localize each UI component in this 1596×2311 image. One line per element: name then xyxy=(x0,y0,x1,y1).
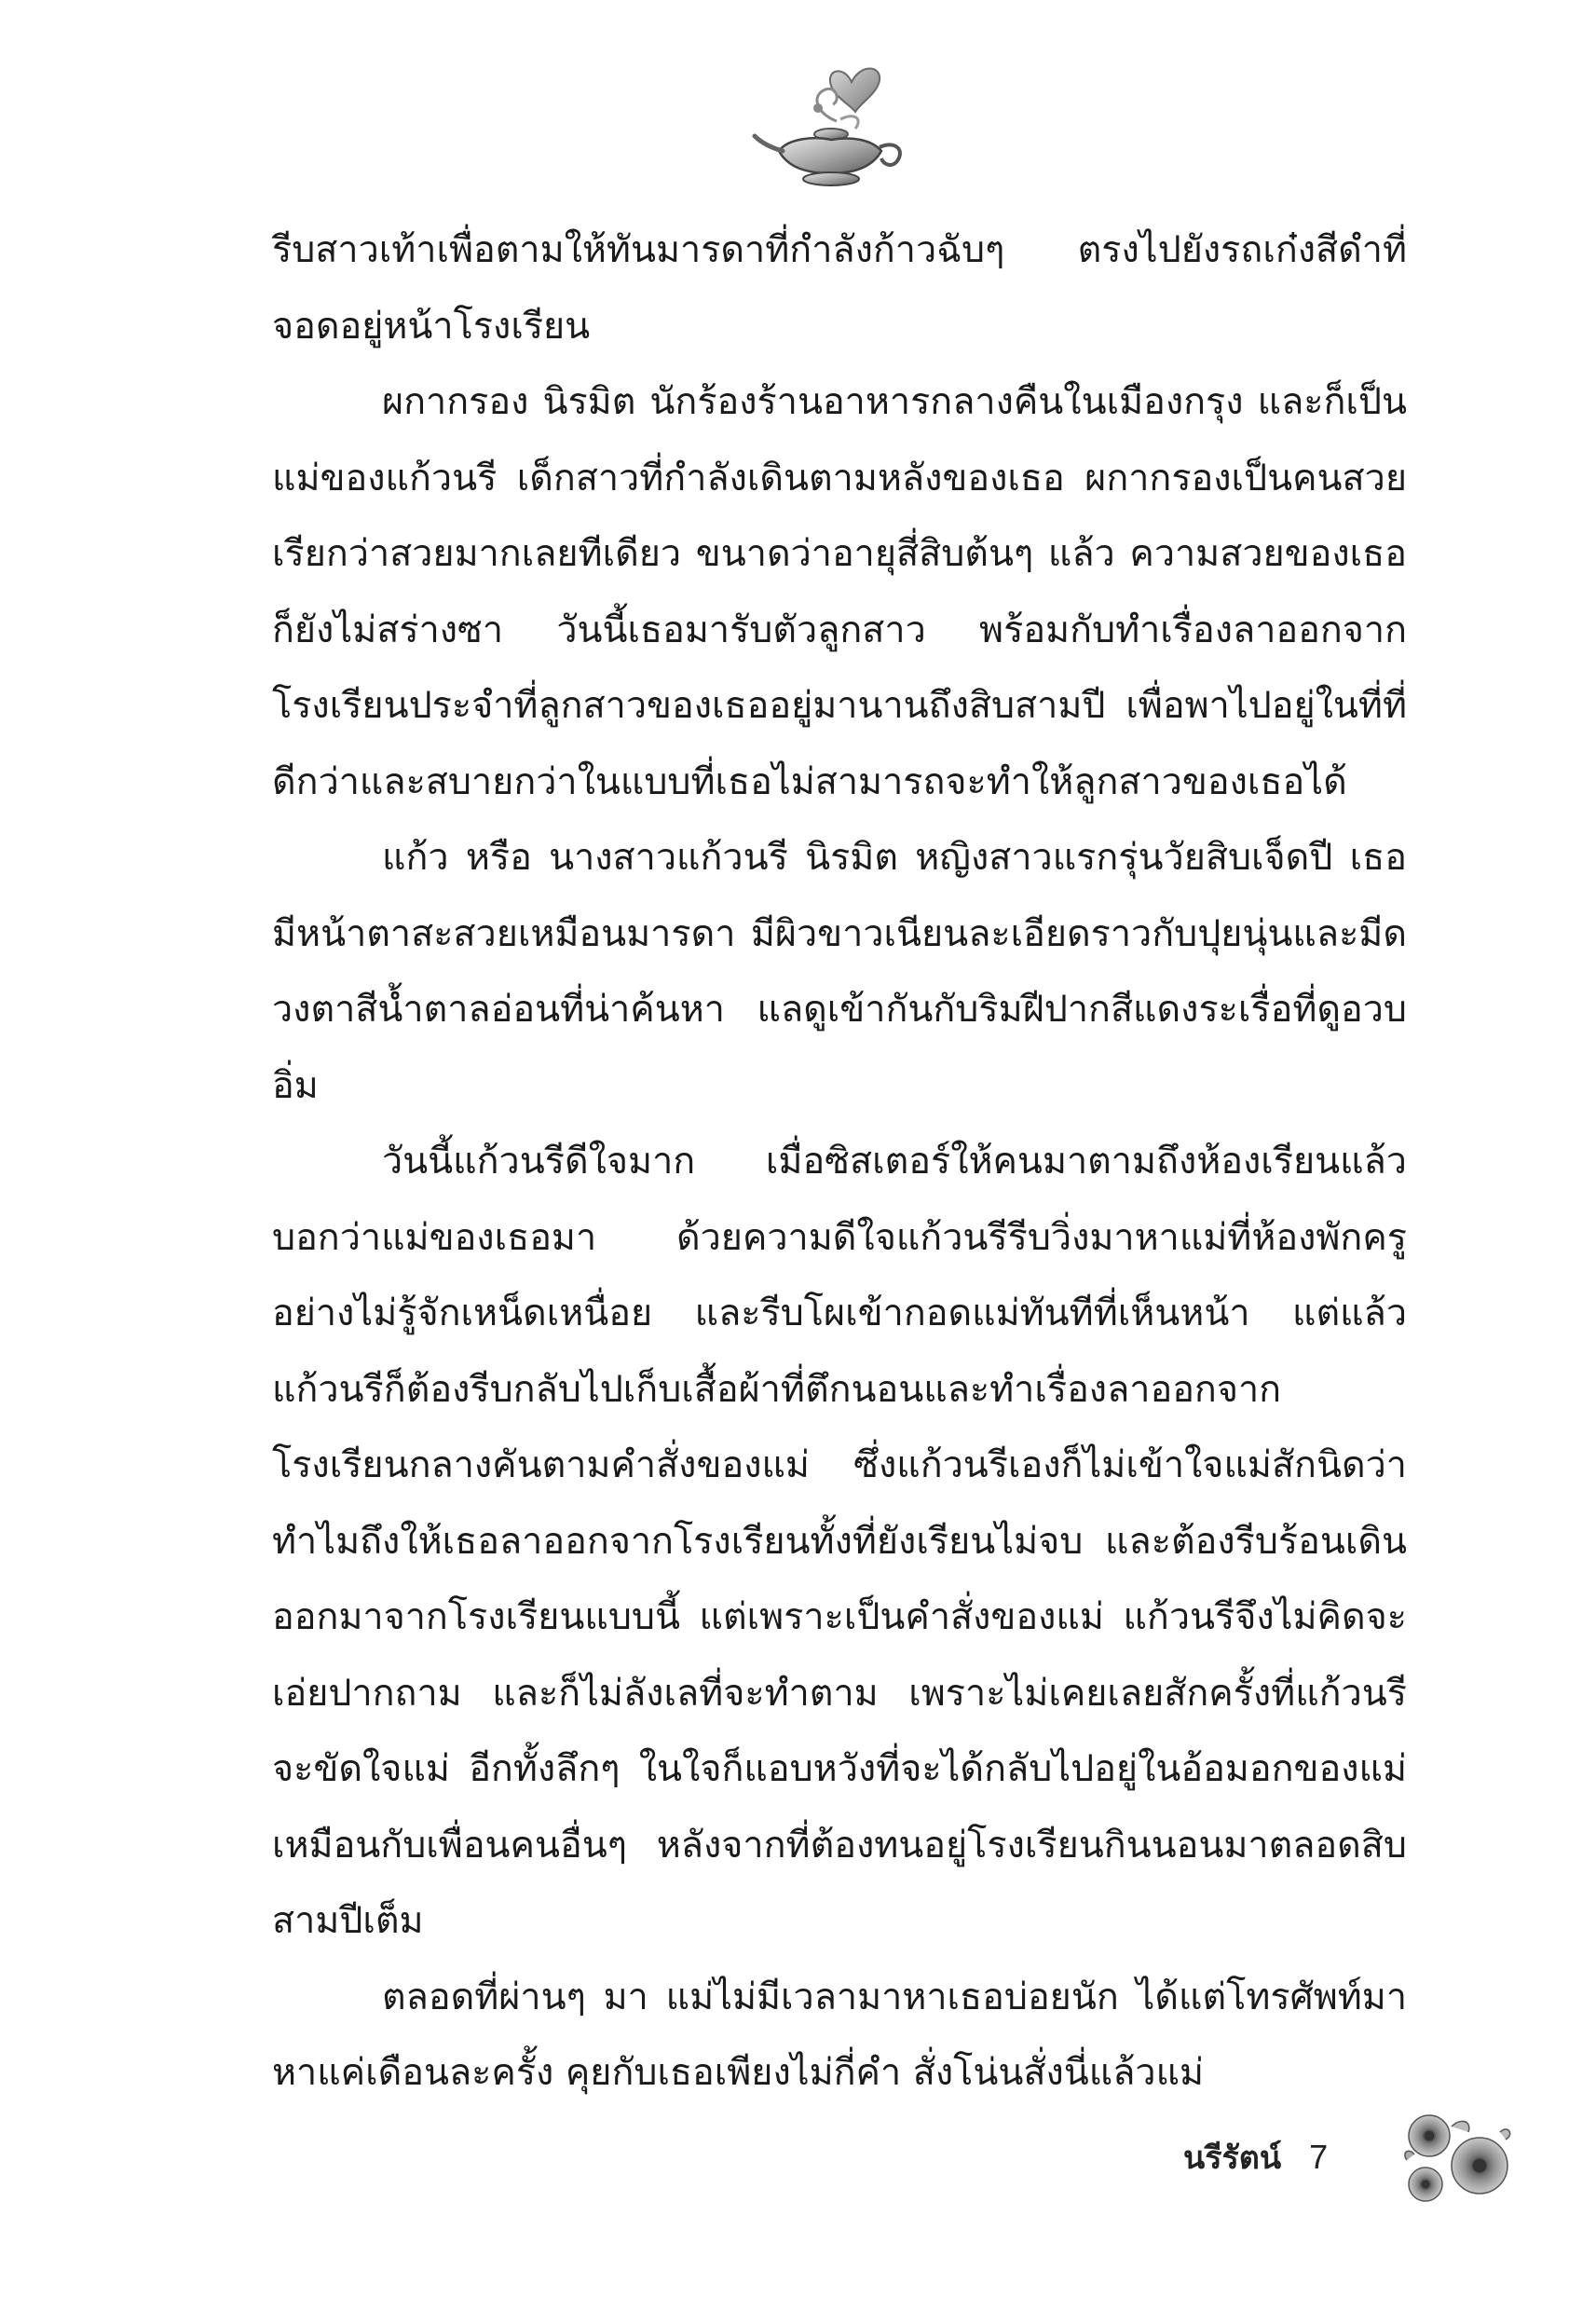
paragraph-2: ผกากรอง นิรมิต นักร้องร้านอาหารกลางคืนในเมืองกรุง และก็เป็นแม่ของแก้วนรี เด็กสาวที่กำลังเดินตามหลังของเธอ ผกากรองเป็นคนสวย เรียกว่าสวยมากเลยทีเดียว ขนาดว่าอายุสี่สิบต้นๆ แล้ว ความสวยของเธอก็ยังไม่สร่างซา วันนี้เธอมารับตัวลูกสาว พร้อมกับทำเรื่องลาออกจากโรงเรียนประจำที่ลูกสาวของเธออยู่มานานถึงสิบสามปี เพื่อพาไปอยู่ในที่ที่ดีกว่าและสบายกว่าในแบบที่เธอไม่สามารถจะทำให้ลูกสาวของเธอได้ xyxy=(272,380,1407,803)
chapter-body-text xyxy=(272,212,1407,2112)
page-number: 7 xyxy=(1309,2138,1329,2176)
genie-lamp-heart-icon xyxy=(751,54,909,194)
hibiscus-flowers-icon xyxy=(1398,2108,1519,2210)
footer-book-title: นรีรัตน์ xyxy=(1183,2140,1282,2177)
paragraph-4: วันนี้แก้วนรีดีใจมาก เมื่อซิสเตอร์ให้คนมาตามถึงห้องเรียนแล้วบอกว่าแม่ของเธอมา ด้วยความดีใจแก้วนรีรีบวิ่งมาหาแม่ที่ห้องพักครูอย่างไม่รู้จักเหน็ดเหนื่อย และรีบโผเข้ากอดแม่ทันทีที่เห็นหน้า แต่แล้วแก้วนรีก็ต้องรีบกลับไปเก็บเสื้อผ้าที่ตึกนอนและทำเรื่องลาออกจากโรงเรียนกลางคันตามคำสั่งของแม่ ซึ่งแก้วนรีเองก็ไม่เข้าใจแม่สักนิดว่าทำไมถึงให้เธอลาออกจากโรงเรียนทั้งที่ยังเรียนไม่จบ และต้องรีบร้อนเดินออกมาจากโรงเรียนแบบนี้ แต่เพราะเป็นคำสั่งของแม่ แก้วนรีจึงไม่คิดจะเอ่ยปากถาม และก็ไม่ลังเลที่จะทำตาม เพราะไม่เคยเลยสักครั้งที่แก้วนรีจะขัดใจแม่ อีกทั้งลึกๆ ในใจก็แอบหวังที่จะได้กลับไปอยู่ในอ้อมอกของแม่เหมือนกับเพื่อนคนอื่นๆ หลังจากที่ต้องทนอยู่โรงเรียนกินนอนมาตลอดสิบสามปีเต็ม xyxy=(272,1140,1407,1942)
page-footer xyxy=(1183,2125,1328,2190)
paragraph-5: ตลอดที่ผ่านๆ มา แม่ไม่มีเวลามาหาเธอบ่อยนัก ได้แต่โทรศัพท์มาหาแค่เดือนละครั้ง คุยกับเธอเพียงไม่กี่คำ สั่งโน่นสั่งนี่แล้วแม่ xyxy=(272,1975,1407,2094)
paragraph-3: แก้ว หรือ นางสาวแก้วนรี นิรมิต หญิงสาวแรกรุ่นวัยสิบเจ็ดปี เธอมีหน้าตาสะสวยเหมือนมารดา มีผิวขาวเนียนละเอียดราวกับปุยนุ่นและมีดวงตาสีน้ำตาลอ่อนที่น่าค้นหา แลดูเข้ากันกับริมฝีปากสีแดงระเรื่อที่ดูอวบอิ่ม xyxy=(272,836,1407,1107)
paragraph-1: รีบสาวเท้าเพื่อตามให้ทันมารดาที่กำลังก้าวฉับๆ ตรงไปยังรถเก๋งสีดำที่จอดอยู่หน้าโรงเรียน xyxy=(272,228,1407,348)
